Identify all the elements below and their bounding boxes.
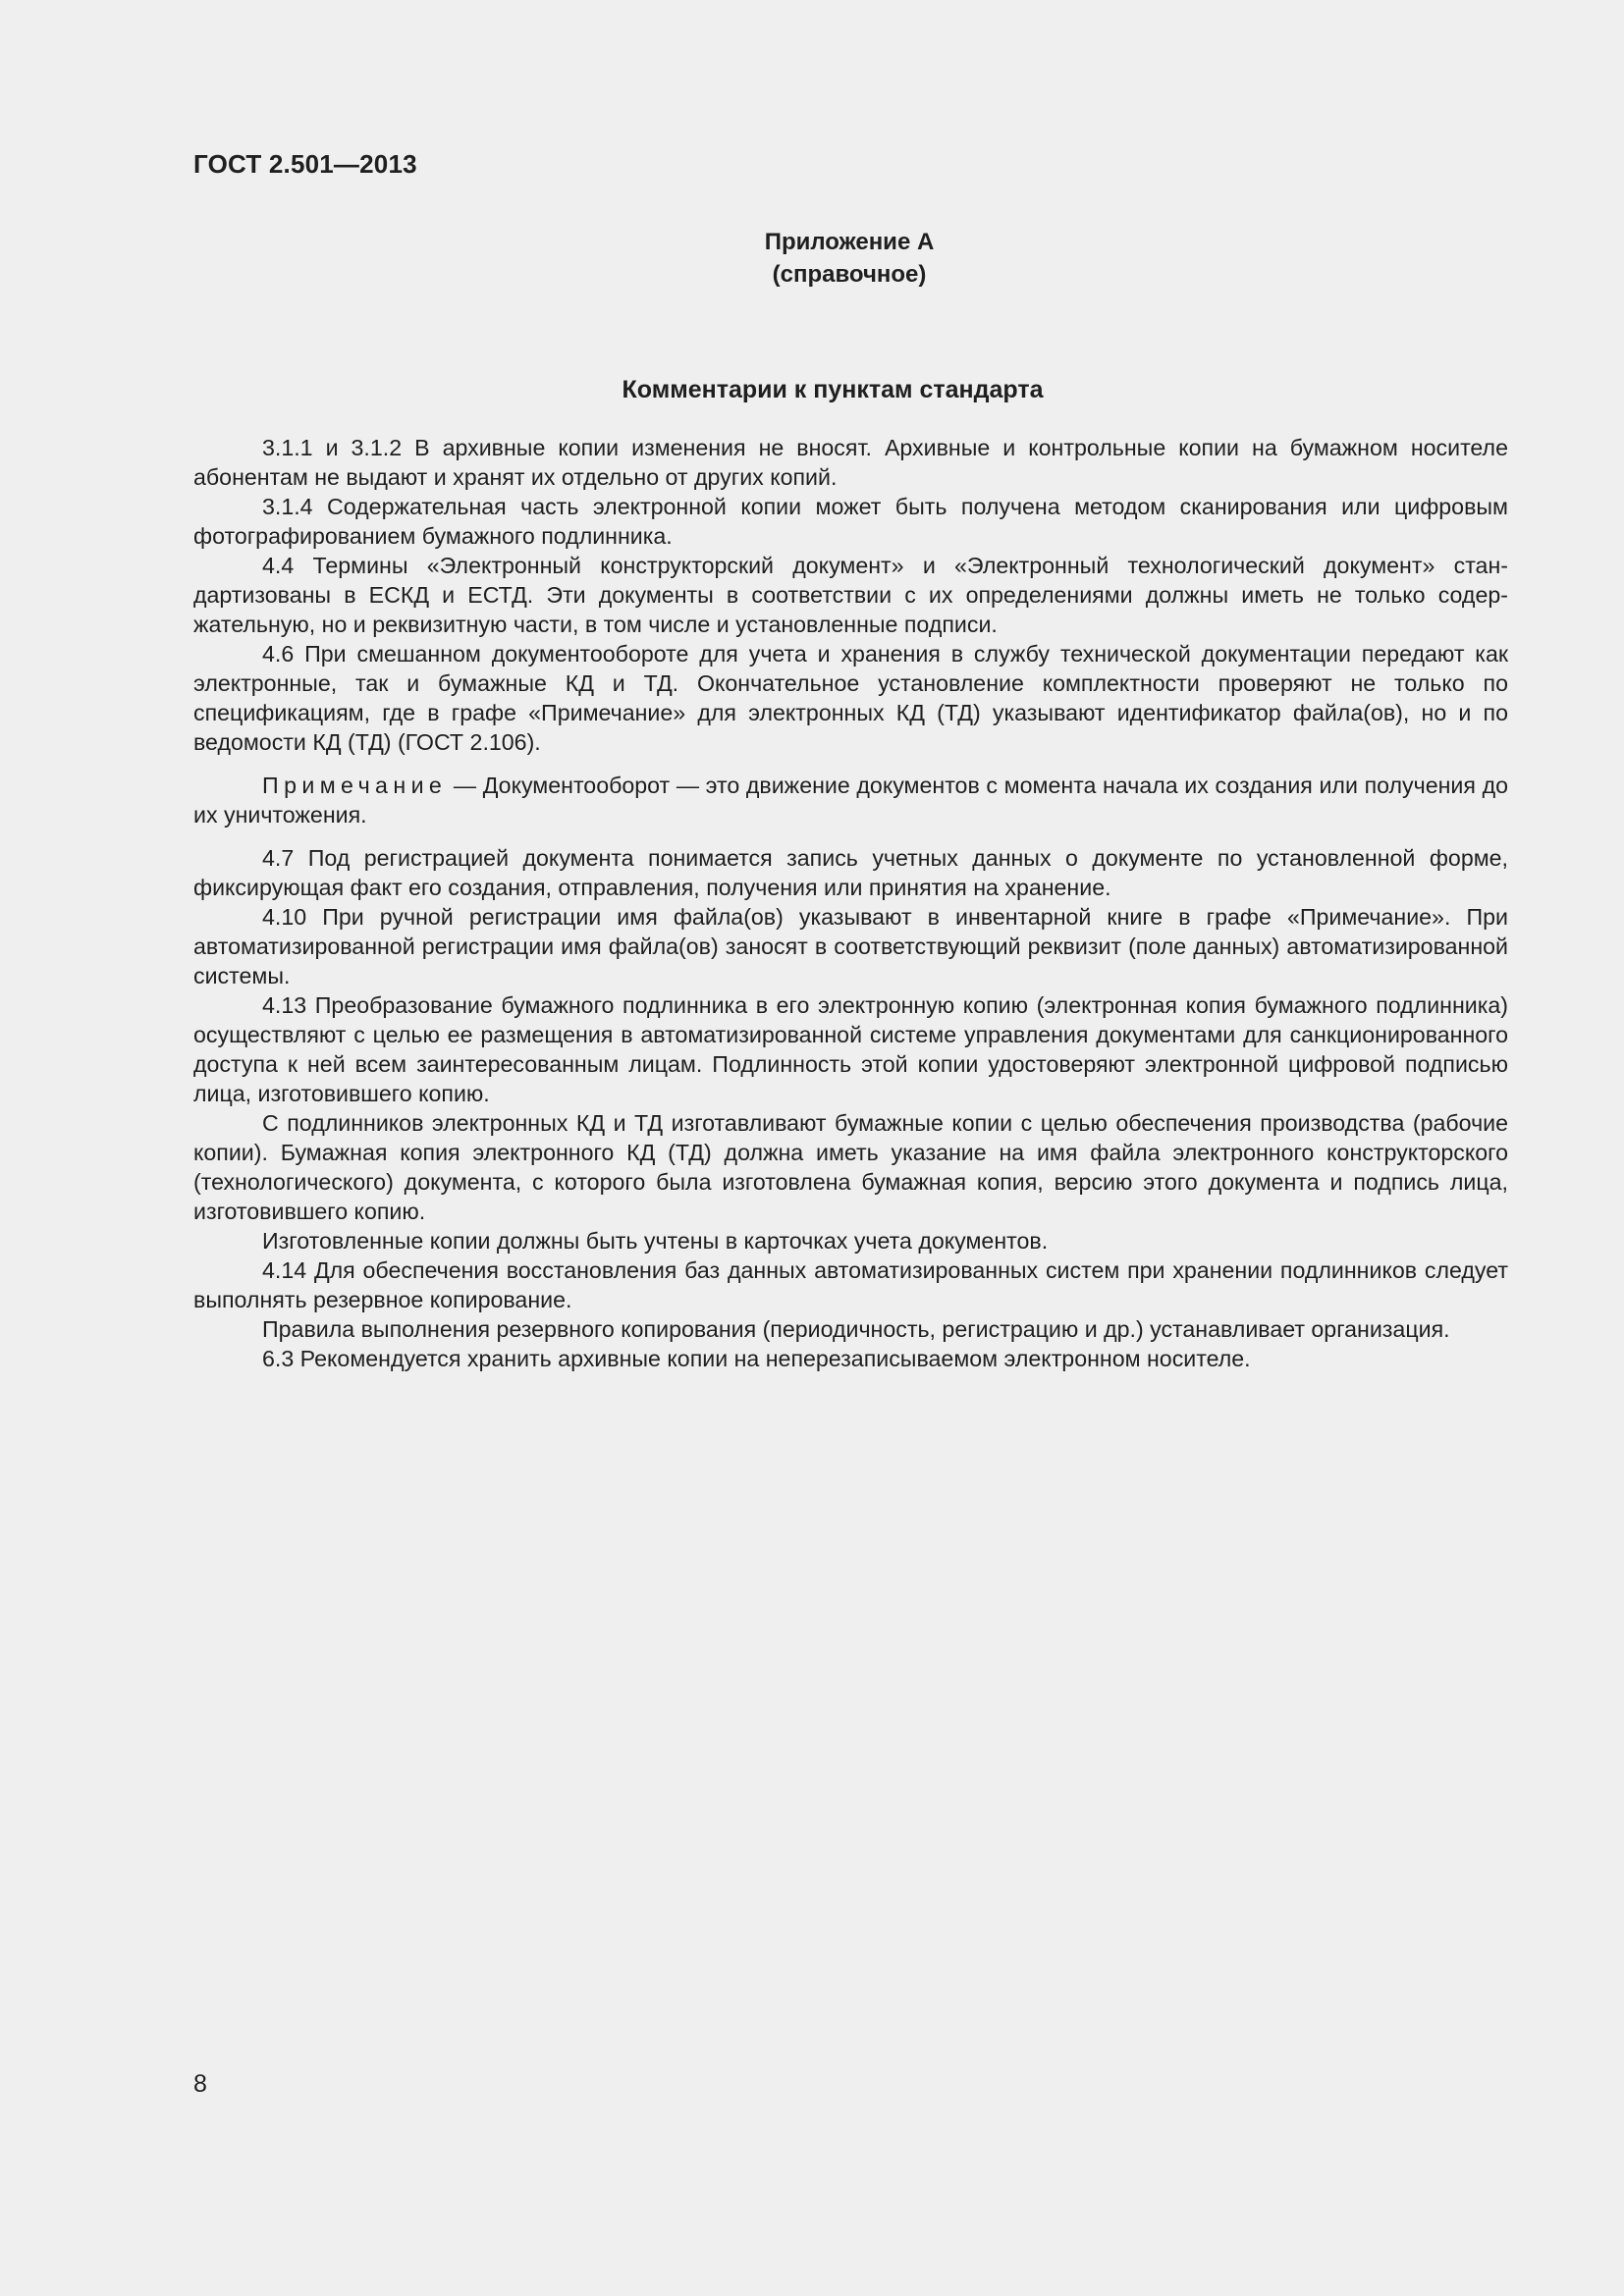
paragraph-4-10: 4.10 При ручной регистрации имя файла(ов) указывают в инвентарной книге в графе «Примечание». При автоматизированной регистрации имя файла(ов) заносят в соответствующий реквизит (поле данных) автоматизированной системы. <box>193 904 1508 988</box>
paragraph-3-1-1: 3.1.1 и 3.1.2 В архивные копии изменения не вносят. Архивные и контрольные копии на бумажном носителе абонентам не выдают и хранят их отдельно от других копий. <box>193 435 1508 490</box>
paragraph-backup-rules: Правила выполнения резервного копирования (периодичность, регистрацию и др.) устанавливает организация. <box>262 1316 1450 1342</box>
appendix-subtitle: (справочное) <box>772 261 927 288</box>
paragraph-4-6: 4.6 При смешанном документообороте для учета и хранения в службу технической документации передают как электронные, так и бумажные КД и ТД. Окончательное установление комплектности проверяют не только по спецификациям, где в графе «Примечание» для электронных КД (ТД) указывают идентификатор файла(ов), но и по ведомости КД (ТД) (ГОСТ 2.106). <box>193 641 1508 755</box>
page-number: 8 <box>193 2070 207 2098</box>
paragraph-6-3: 6.3 Рекомендуется хранить архивные копии на неперезаписываемом электронном носителе. <box>262 1346 1251 1371</box>
paragraph-3-1-4: 3.1.4 Содержательная часть электронной копии может быть получена методом сканирования или цифровым фотографированием бумажного подлинника. <box>193 494 1508 549</box>
appendix-heading <box>0 226 1624 291</box>
paragraph-copies-accounting: Изготовленные копии должны быть учтены в карточках учета документов. <box>262 1228 1049 1254</box>
paragraph-4-14: 4.14 Для обеспечения восстановления баз данных автоматизированных систем при хранении подлинников следует выполнять резервное копирование. <box>193 1257 1508 1312</box>
paragraph-paper-copies: С подлинников электронных КД и ТД изготавливают бумажные копии с целью обеспечения производства (рабочие копии). Бумажная копия электронного КД (ТД) должна иметь указание на имя файла электронного конструкторского (технологического) документа, с которого была изготовлена бумажная копия, версию этого документа и подпись лица, изготовившего копию. <box>193 1110 1508 1224</box>
note-text: — Документооборот — это движение документов с момента начала их создания или получения до их уничтожения. <box>193 773 1508 828</box>
comments-body <box>193 433 1508 1373</box>
note-paragraph <box>193 771 1508 829</box>
paragraph-4-4: 4.4 Термины «Электронный конструкторский документ» и «Электронный технологический документ» стандартизованы в ЕСКД и ЕСТД. Эти документы в соответствии с их определениями должны иметь не только содержательную, но и реквизитную части, в том числе и установленные подписи. <box>193 553 1508 637</box>
paragraph-4-13: 4.13 Преобразование бумажного подлинника в его электронную копию (электронная копия бумажного подлинника) осуществляют с целью ее размещения в автоматизированной системе управления документами для санкционированного доступа к ней всем заинтересованным лицам. Подлинность этой копии удостоверяют электронной цифровой подписью лица, изготовившего копию. <box>193 992 1508 1106</box>
note-label: Примечание <box>262 773 448 798</box>
paragraph-4-7: 4.7 Под регистрацией документа понимается запись учетных данных о документе по установленной форме, фиксирующая факт его создания, отправления, получения или принятия на хранение. <box>193 845 1508 900</box>
appendix-title: Приложение А <box>764 229 935 255</box>
section-title: Комментарии к пунктам стандарта <box>622 376 1044 403</box>
document-code: ГОСТ 2.501—2013 <box>193 149 417 179</box>
